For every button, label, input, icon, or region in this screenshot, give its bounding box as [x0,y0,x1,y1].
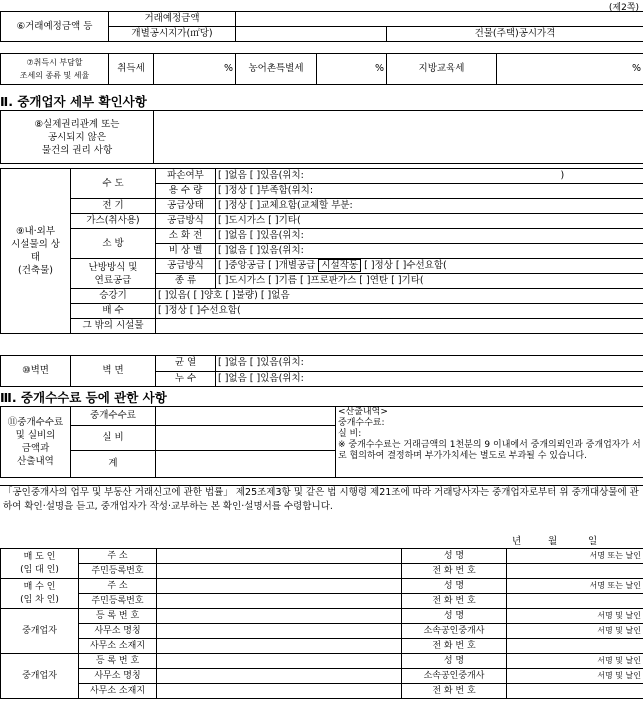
seller-phone-label: 전 화 번 호 [402,564,507,579]
broker1-office-name-label: 사무소 명칭 [79,624,157,639]
gas-supply-value: [ ]도시가스 [ ]기타( [216,214,643,229]
rights-table [0,110,643,164]
broker2-office-name-label: 사무소 명칭 [79,669,157,684]
other-facilities-value [156,319,643,334]
declaration-text: 「공인중개사의 업무 및 부동산 거래신고에 관한 법률」 제25조제3항 및 같은 법 시행령 제21조에 따라 거래당사자는 중개업자로부터 위 중개대상물에 관하여 확인·설명을 듣고, 중개업자가 작성·교부하는 본 확인·설명서를 수령합니다. [0,485,643,514]
leak-label: 누 수 [156,371,216,387]
seller-rrn-label: 주민등록번호 [79,564,157,579]
water-damage-value: [ ]없음 [ ]있음(위치: ) [216,169,643,184]
education-tax-rate: % [497,54,643,85]
water-damage-label: 파손여부 [156,169,216,184]
electricity-label: 전 기 [71,199,156,214]
broker2-office-addr-label: 사무소 소재지 [79,684,157,699]
buyer-phone-label: 전 화 번 호 [402,594,507,609]
heating-supply-label: 공급방식 [156,259,216,274]
broker1-office-addr-value [157,639,402,654]
seller-name-label: 성 명 [402,549,507,564]
broker1-label: 중개업자 [1,609,79,654]
broker2-agent-signature: 서명 및 날인 [507,669,643,684]
gas-label: 가스(취사용) [71,214,156,229]
broker2-reg-value [157,654,402,669]
broker1-signature: 서명 및 날인 [507,609,643,624]
acquisition-tax-rate: % [154,54,236,85]
electricity-supply-label: 공급상태 [156,199,216,214]
building-price-label: 건물(주택)공시가격 [387,27,643,42]
price-tax-table [0,11,643,42]
electricity-supply-value: [ ]정상 [ ]교체요함(교체할 부분: [216,199,643,214]
expected-price-value [236,12,643,27]
heating-supply-value: [ ]중앙공급 [ ]개별공급 시설작동 [ ]정상 [ ]수선요함( [216,259,643,274]
crack-value: [ ]없음 [ ]있음(위치: [216,356,643,372]
leak-value: [ ]없음 [ ]있음(위치: [216,371,643,387]
calc-details: <산출내역> 중개수수료: 실 비: ※ 중개수수료는 거래금액의 1천분의 9 이내에서 중개의뢰인과 중개업자가 서로 협의하여 결정하며 부가가치세는 별도로 부과될 수 있습니다. [336,407,643,478]
hydrant-value: [ ]없음 [ ]있음(위치: [216,229,643,244]
broker2-office-addr-value [157,684,402,699]
water-volume-value: [ ]정상 [ ]부족함(위치: [216,184,643,199]
section2-heading: Ⅱ. 중개업자 세부 확인사항 [0,94,147,109]
cost-value [156,426,336,451]
broker2-agent-label: 소속공인중개사 [402,669,507,684]
buyer-signature: 서명 또는 날인 [507,579,643,594]
broker1-office-name-value [157,624,402,639]
buyer-rrn-value [157,594,402,609]
buyer-label: 매 수 인 (임 차 인) [1,579,79,609]
drainage-label: 배 수 [71,304,156,319]
section3-heading: Ⅲ. 중개수수료 등에 관한 사항 [0,390,167,405]
broker2-name-label: 성 명 [402,654,507,669]
broker1-agent-signature: 서명 및 날인 [507,624,643,639]
heating-type-value: [ ]도시가스 [ ]기름 [ ]프로판가스 [ ]연탄 [ ]기타( [216,274,643,289]
education-tax-label: 지방교육세 [387,54,497,85]
section8-label: ⑧실제권리관계 또는 공시되지 않은 물건의 권리 사항 [1,111,154,164]
seller-address-value [157,549,402,564]
broker1-reg-label: 등 록 번 호 [79,609,157,624]
gas-supply-label: 공급방식 [156,214,216,229]
fire-label: 소 방 [71,229,156,259]
cost-label: 실 비 [71,426,156,451]
heating-label: 난방방식 및 연료공급 [71,259,156,289]
expected-price-label: 거래예정금액 [109,12,236,27]
section8-value [154,111,643,164]
elevator-label: 승강기 [71,289,156,304]
buyer-address-value [157,579,402,594]
broker1-agent-label: 소속공인중개사 [402,624,507,639]
drainage-value: [ ]정상 [ ]수선요함( [156,304,643,319]
broker1-name-label: 성 명 [402,609,507,624]
broker1-reg-value [157,609,402,624]
fee-label: 중개수수료 [71,407,156,426]
acquisition-tax-label: 취득세 [109,54,154,85]
section7-label: ⑦취득시 부담할 조세의 종류 및 세율 [1,54,109,85]
section11-label: ⑪중개수수료 및 실비의 금액과 산출내역 [1,407,71,478]
broker2-office-name-value [157,669,402,684]
rural-tax-label: 농어촌특별세 [236,54,317,85]
broker1-phone-value [507,639,643,654]
land-price-value [236,27,387,42]
wall-table [0,355,643,387]
facilities-table [0,168,643,334]
seller-address-label: 주 소 [79,549,157,564]
broker2-reg-label: 등 록 번 호 [79,654,157,669]
rural-tax-rate: % [317,54,387,85]
broker1-office-addr-label: 사무소 소재지 [79,639,157,654]
water-label: 수 도 [71,169,156,199]
heating-type-label: 종 류 [156,274,216,289]
signature-table [0,548,643,699]
total-label: 계 [71,451,156,478]
water-volume-label: 용 수 량 [156,184,216,199]
section9-label: ⑨내·외부 시설물의 상 태 (건축물) [1,169,71,334]
broker2-phone-value [507,684,643,699]
elevator-value: [ ]있음( [ ]양호 [ ]불량) [ ]없음 [156,289,643,304]
broker2-signature: 서명 및 날인 [507,654,643,669]
land-price-label: 개별공시지가(㎡당) [109,27,236,42]
section10-label: ⑩벽면 [1,356,71,387]
total-value [156,451,336,478]
buyer-phone-value [507,594,643,609]
other-facilities-label: 그 밖의 시설물 [71,319,156,334]
seller-rrn-value [157,564,402,579]
buyer-address-label: 주 소 [79,579,157,594]
broker2-label: 중개업자 [1,654,79,699]
alarm-label: 비 상 벨 [156,244,216,259]
page-number: (제2쪽) [608,3,639,13]
wall-label: 벽 면 [71,356,156,387]
crack-label: 균 열 [156,356,216,372]
alarm-value: [ ]없음 [ ]있음(위치: [216,244,643,259]
broker2-phone-label: 전 화 번 호 [402,684,507,699]
fee-value [156,407,336,426]
buyer-name-label: 성 명 [402,579,507,594]
tax-table [0,53,643,85]
seller-label: 매 도 인 (임 대 인) [1,549,79,579]
fee-table [0,406,643,478]
broker1-phone-label: 전 화 번 호 [402,639,507,654]
seller-phone-value [507,564,643,579]
section6-label: ⑥거래예정금액 등 [1,12,109,42]
seller-signature: 서명 또는 날인 [507,549,643,564]
hydrant-label: 소 화 전 [156,229,216,244]
buyer-rrn-label: 주민등록번호 [79,594,157,609]
